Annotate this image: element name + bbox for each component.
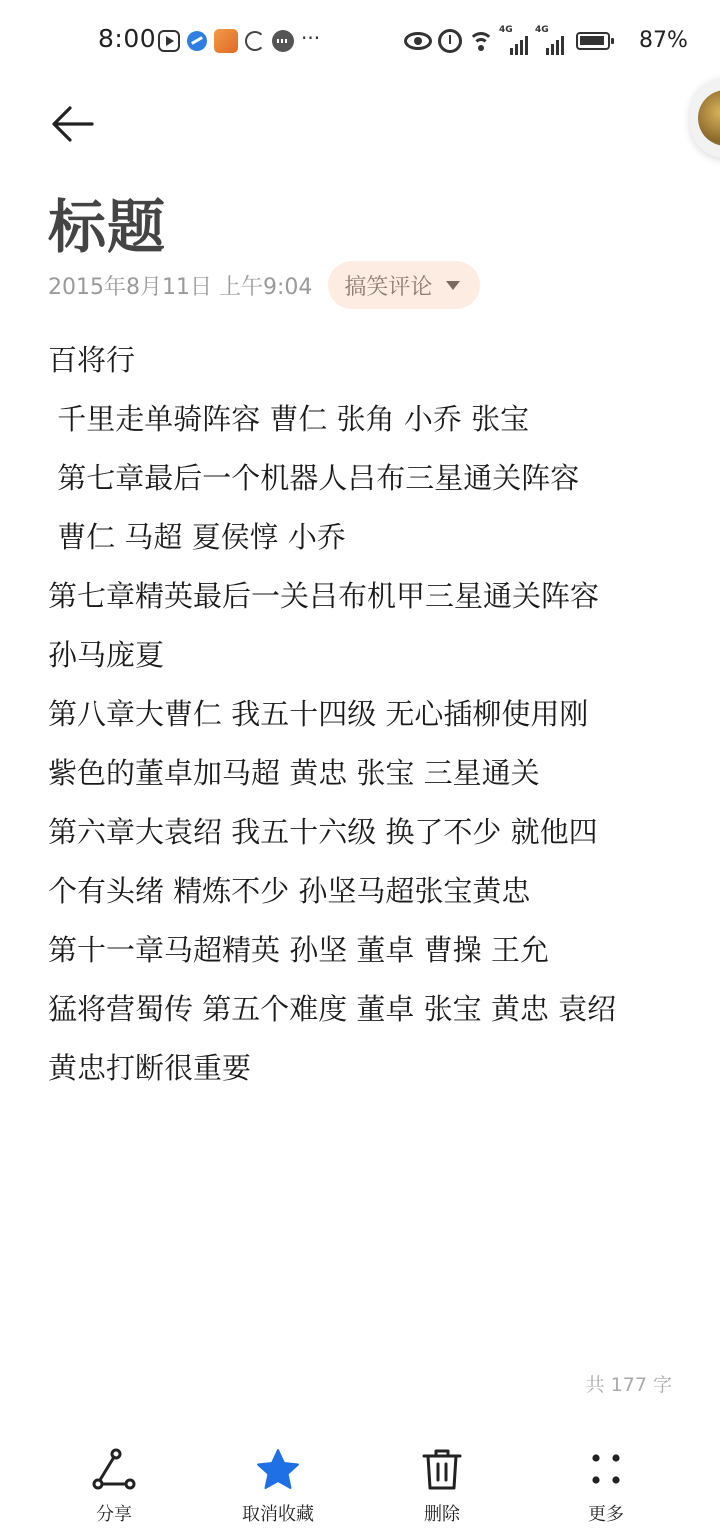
delete-label: 删除: [424, 1504, 460, 1525]
note-date: 2015年8月11日 上午9:04: [48, 274, 313, 300]
app-notification-icon: [214, 29, 238, 53]
status-bar: [0, 0, 720, 84]
more-dots-icon: [582, 1446, 630, 1494]
note-line: 黄忠打断很重要: [48, 1051, 252, 1085]
assistant-avatar-icon: [698, 90, 720, 146]
note-body[interactable]: [48, 331, 688, 1098]
note-line: 第六章大袁绍 我五十六级 换了不少 就他四: [48, 815, 598, 849]
more-notifications-icon: ···: [301, 26, 321, 50]
caret-down-icon: [446, 281, 460, 290]
notification-icons: [158, 28, 327, 54]
note-line: 第七章最后一个机器人吕布三星通关阵容: [48, 461, 580, 495]
trash-icon: [418, 1446, 466, 1494]
status-time: 8:00: [98, 24, 157, 53]
unfavorite-button[interactable]: [208, 1446, 348, 1530]
note-meta: [48, 260, 480, 310]
share-button[interactable]: [44, 1446, 184, 1530]
category-dropdown[interactable]: [328, 261, 480, 309]
note-line: 曹仁 马超 夏侯惇 小乔: [48, 520, 346, 554]
category-label: 搞笑评论: [344, 274, 433, 300]
signal-sim1-icon: 4G: [500, 27, 530, 55]
battery-percent: 87%: [639, 28, 688, 53]
note-title[interactable]: 标题: [48, 193, 167, 261]
floating-assistant-button[interactable]: [690, 78, 720, 158]
note-line: 第十一章马超精英 孙坚 董卓 曹操 王允: [48, 933, 549, 967]
note-line: 千里走单骑阵容 曹仁 张角 小乔 张宝: [48, 402, 530, 436]
bottom-toolbar: [0, 1440, 720, 1540]
star-filled-icon: [254, 1446, 302, 1494]
loading-notification-icon: [245, 31, 265, 51]
battery-icon: [576, 32, 610, 50]
video-notification-icon: [158, 30, 180, 52]
note-line: 百将行: [48, 343, 136, 377]
audio-notification-icon: [272, 30, 294, 52]
note-line: 紫色的董卓加马超 黄忠 张宝 三星通关: [48, 756, 540, 790]
system-icons: [404, 26, 616, 56]
share-icon: [90, 1446, 138, 1494]
delete-button[interactable]: [372, 1446, 512, 1530]
wifi-icon: [468, 30, 494, 52]
note-line: 第八章大曹仁 我五十四级 无心插柳使用刚: [48, 697, 589, 731]
more-label: 更多: [588, 1504, 624, 1525]
eye-comfort-icon: [404, 32, 432, 50]
back-button[interactable]: [48, 100, 96, 148]
more-button[interactable]: [536, 1446, 676, 1530]
browser-notification-icon: [187, 31, 207, 51]
note-line: 个有头绪 精炼不少 孙坚马超张宝黄忠: [48, 874, 531, 908]
signal-sim2-icon: 4G: [536, 27, 566, 55]
unfavorite-label: 取消收藏: [242, 1504, 314, 1525]
alarm-icon: [438, 29, 462, 53]
note-line: 第七章精英最后一关吕布机甲三星通关阵容: [48, 579, 600, 613]
arrow-left-icon: [48, 100, 96, 148]
char-count: 共 177 字: [585, 1374, 672, 1396]
note-line: 孙马庞夏: [48, 638, 165, 672]
share-label: 分享: [96, 1504, 132, 1525]
note-line: 猛将营蜀传 第五个难度 董卓 张宝 黄忠 袁绍: [48, 992, 617, 1026]
